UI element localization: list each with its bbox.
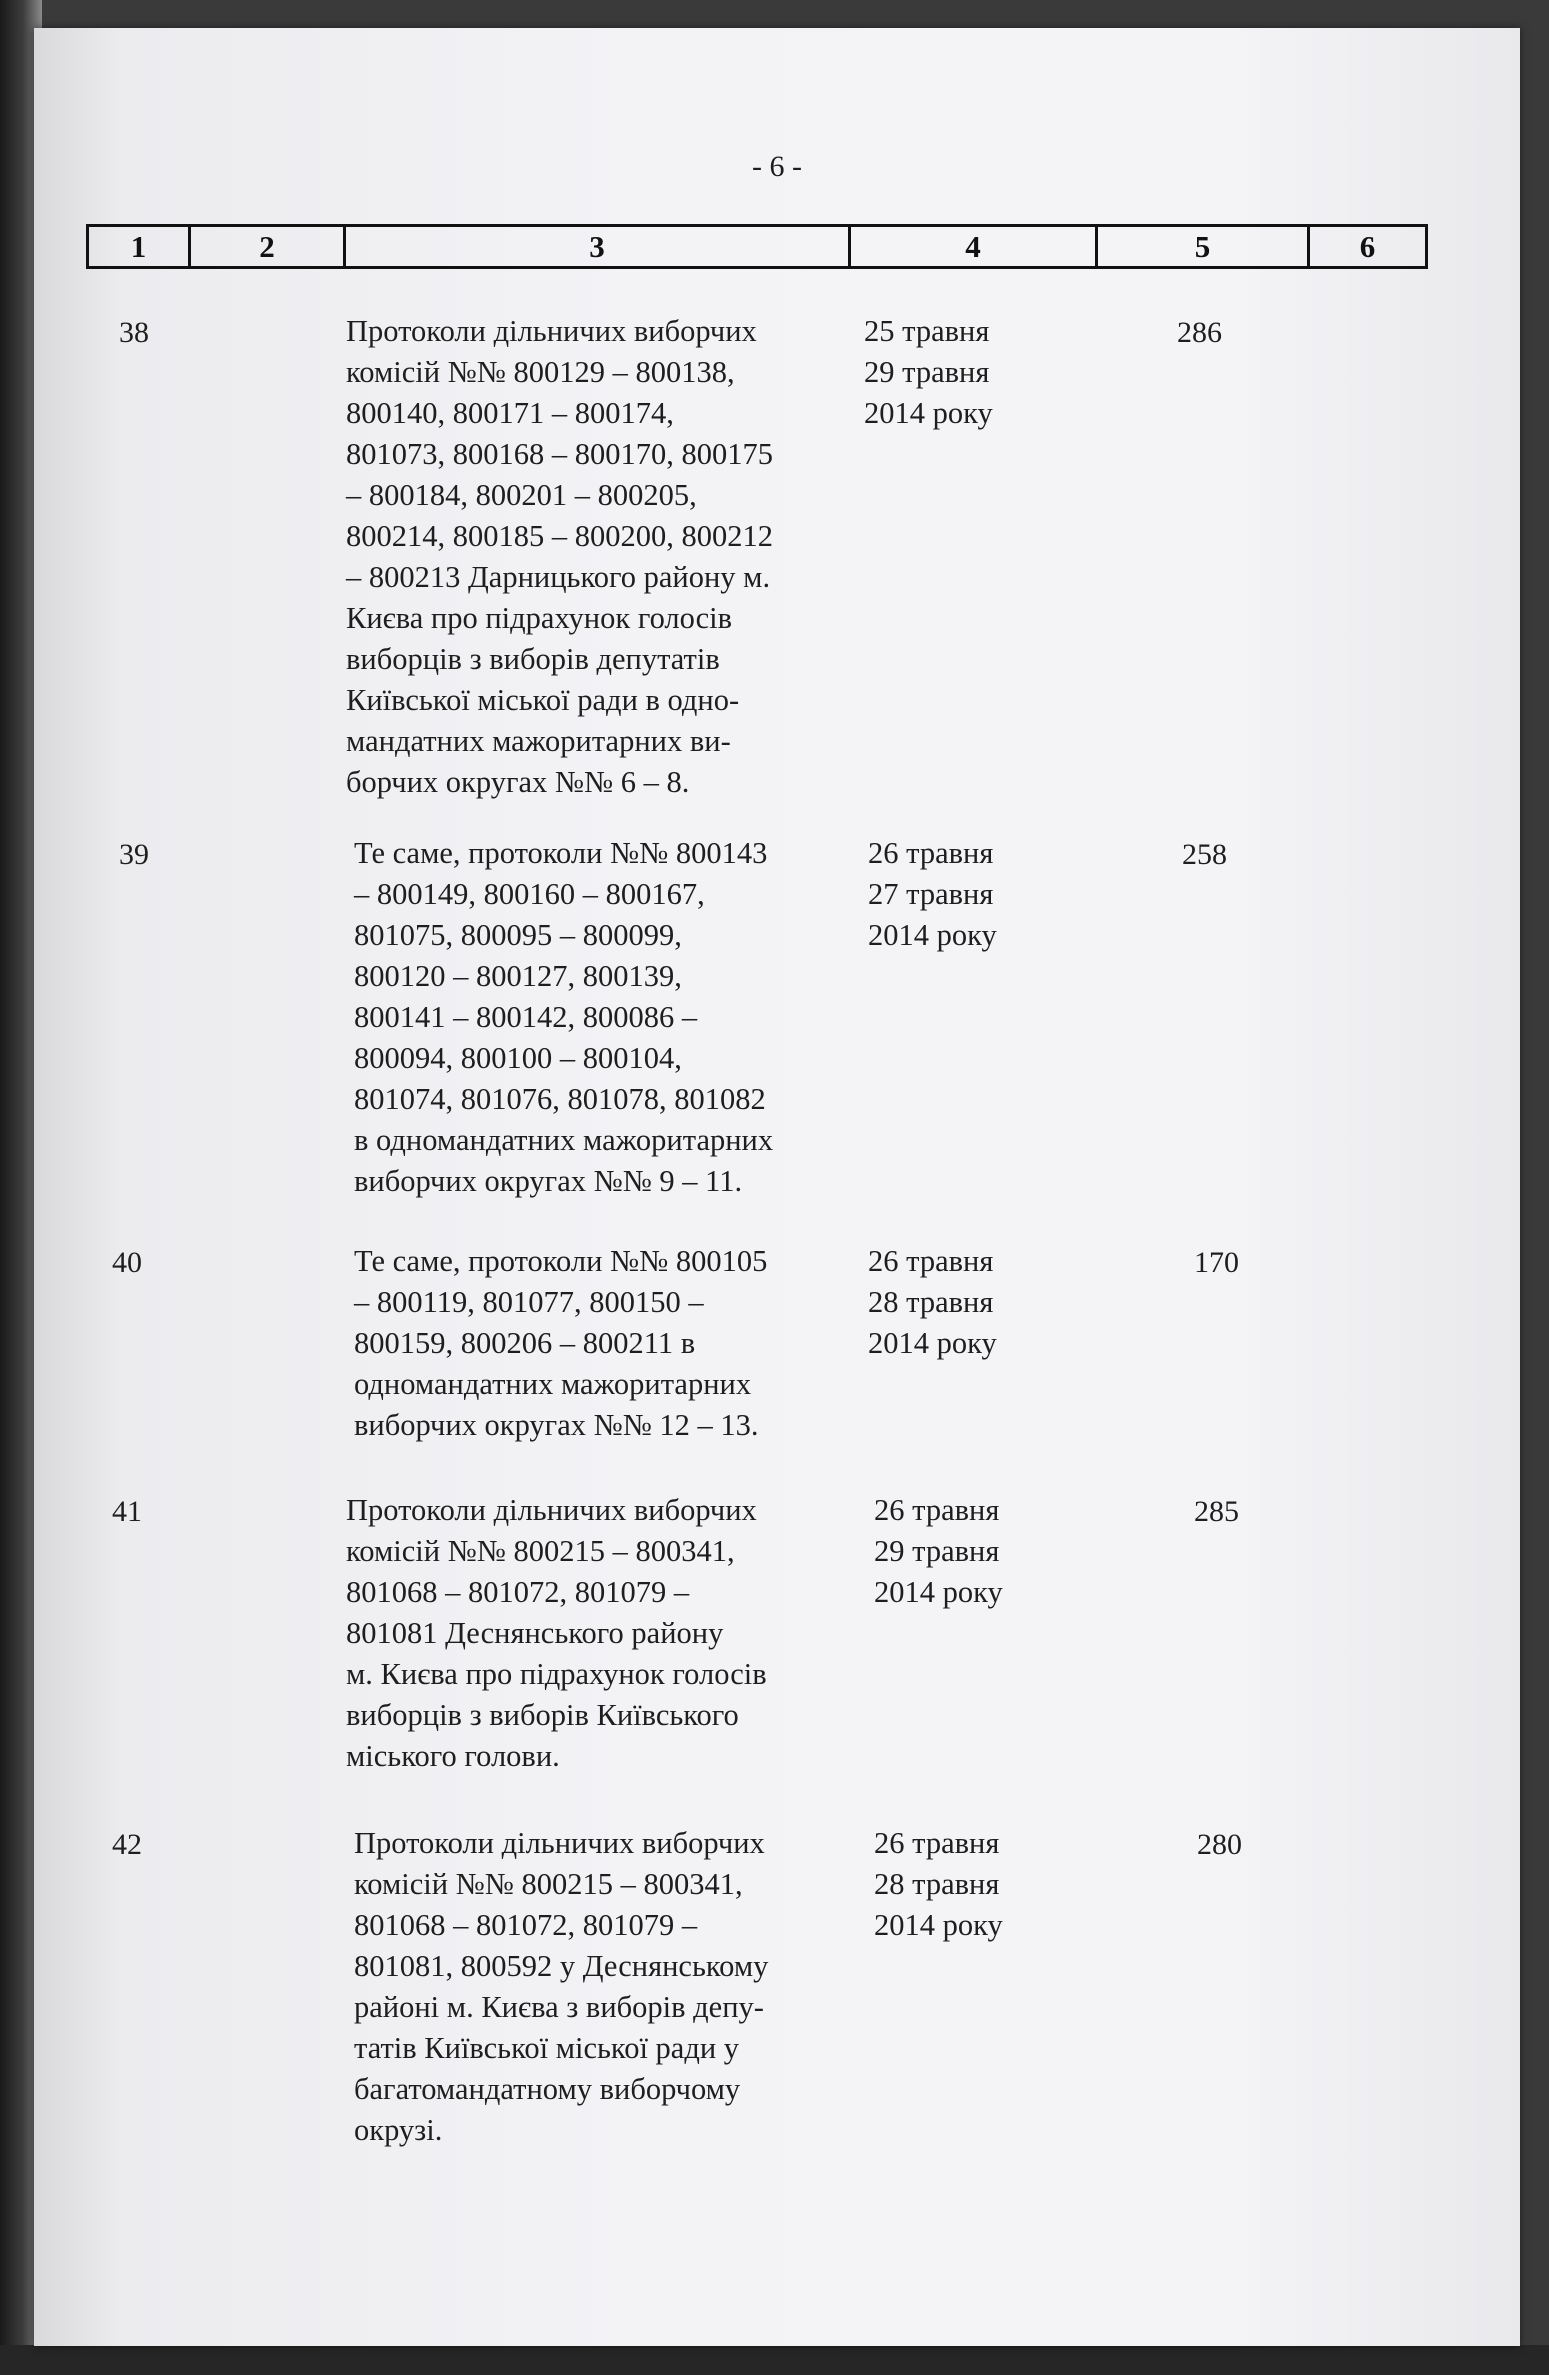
column-header-6: 6	[1359, 228, 1376, 264]
column-header-2: 2	[191, 227, 346, 266]
column-header-3: 3	[346, 227, 851, 266]
row-sheet-count: 258	[1182, 838, 1227, 871]
row-number: 38	[119, 316, 149, 349]
scan-bottom-edge	[0, 2345, 1549, 2375]
description-line: Протоколи дільничих виборчих	[354, 1826, 765, 1860]
row-description	[354, 1823, 874, 2151]
row-dates	[874, 1490, 1003, 1613]
date-line: 29 травня	[874, 1534, 1000, 1568]
date-line: 2014 року	[864, 396, 993, 430]
row-sheet-count: 285	[1194, 1495, 1239, 1528]
column-header-row	[86, 224, 1428, 269]
description-line: Київської міської ради в одно-	[346, 683, 740, 717]
description-line: 801081 Деснянського району	[346, 1616, 724, 1650]
description-line: виборців з виборів депутатів	[346, 642, 720, 676]
row-description	[354, 833, 874, 1202]
row-dates	[864, 311, 993, 434]
description-line: окрузі.	[354, 2113, 443, 2147]
description-line: 800141 – 800142, 800086 –	[354, 1000, 698, 1034]
date-line: 26 травня	[868, 1244, 994, 1278]
date-line: 25 травня	[864, 314, 990, 348]
column-header-4: 4	[851, 227, 1098, 266]
row-sheet-count: 170	[1194, 1246, 1239, 1279]
description-line: виборчих округах №№ 9 – 11.	[354, 1164, 743, 1198]
description-line: мандатних мажоритарних ви-	[346, 724, 731, 758]
page-number: - 6 -	[752, 150, 802, 183]
date-line: 26 травня	[874, 1493, 1000, 1527]
description-line: 801068 – 801072, 801079 –	[346, 1575, 690, 1609]
description-line: – 800119, 801077, 800150 –	[354, 1285, 704, 1319]
column-header-5: 5	[1098, 227, 1310, 266]
date-line: 2014 року	[868, 918, 997, 952]
row-dates	[868, 1241, 997, 1364]
date-line: 29 травня	[864, 355, 990, 389]
description-line: 801074, 801076, 801078, 801082	[354, 1082, 766, 1116]
description-line: 801075, 800095 – 800099,	[354, 918, 682, 952]
description-line: 800140, 800171 – 800174,	[346, 396, 674, 430]
description-line: комісій №№ 800215 – 800341,	[354, 1867, 743, 1901]
description-line: 801068 – 801072, 801079 –	[354, 1908, 698, 1942]
row-number: 39	[119, 838, 149, 871]
description-line: Протоколи дільничих виборчих	[346, 1493, 757, 1527]
row-description	[354, 1241, 874, 1446]
date-line: 26 травня	[868, 836, 994, 870]
description-line: – 800213 Дарницького району м.	[346, 560, 771, 594]
date-line: 2014 року	[874, 1575, 1003, 1609]
description-line: 800214, 800185 – 800200, 800212	[346, 519, 773, 553]
row-sheet-count: 280	[1197, 1828, 1242, 1861]
date-line: 2014 року	[874, 1908, 1003, 1942]
paper-sheet	[34, 28, 1520, 2346]
description-line: багатомандатному виборчому	[354, 2072, 741, 2106]
description-line: Те саме, протоколи №№ 800105	[354, 1244, 768, 1278]
row-description	[346, 1490, 866, 1777]
description-line: районі м. Києва з виборів депу-	[354, 1990, 764, 2024]
row-description	[346, 311, 866, 803]
description-line: 801073, 800168 – 800170, 800175	[346, 437, 773, 471]
row-sheet-count: 286	[1177, 316, 1222, 349]
row-number: 41	[112, 1495, 142, 1528]
description-line: одномандатних мажоритарних	[354, 1367, 752, 1401]
description-line: борчих округах №№ 6 – 8.	[346, 765, 690, 799]
date-line: 26 травня	[874, 1826, 1000, 1860]
description-line: м. Києва про підрахунок голосів	[346, 1657, 767, 1691]
description-line: Протоколи дільничих виборчих	[346, 314, 757, 348]
description-line: виборців з виборів Київського	[346, 1698, 739, 1732]
description-line: комісій №№ 800129 – 800138,	[346, 355, 735, 389]
description-line: виборчих округах №№ 12 – 13.	[354, 1408, 759, 1442]
description-line: 800094, 800100 – 800104,	[354, 1041, 682, 1075]
row-dates	[868, 833, 997, 956]
date-line: 28 травня	[868, 1285, 994, 1319]
row-dates	[874, 1823, 1003, 1946]
description-line: 801081, 800592 у Деснянському	[354, 1949, 769, 1983]
description-line: – 800149, 800160 – 800167,	[354, 877, 705, 911]
description-line: комісій №№ 800215 – 800341,	[346, 1534, 735, 1568]
description-line: татів Київської міської ради у	[354, 2031, 740, 2065]
description-line: в одномандатних мажоритарних	[354, 1123, 774, 1157]
row-number: 42	[112, 1828, 142, 1861]
description-line: – 800184, 800201 – 800205,	[346, 478, 697, 512]
description-line: міського голови.	[346, 1739, 560, 1773]
date-line: 27 травня	[868, 877, 994, 911]
description-line: 800120 – 800127, 800139,	[354, 959, 682, 993]
date-line: 28 травня	[874, 1867, 1000, 1901]
row-number: 40	[112, 1246, 142, 1279]
column-header-1: 1	[89, 227, 191, 266]
description-line: Києва про підрахунок голосів	[346, 601, 733, 635]
date-line: 2014 року	[868, 1326, 997, 1360]
description-line: Те саме, протоколи №№ 800143	[354, 836, 768, 870]
description-line: 800159, 800206 – 800211 в	[354, 1326, 696, 1360]
